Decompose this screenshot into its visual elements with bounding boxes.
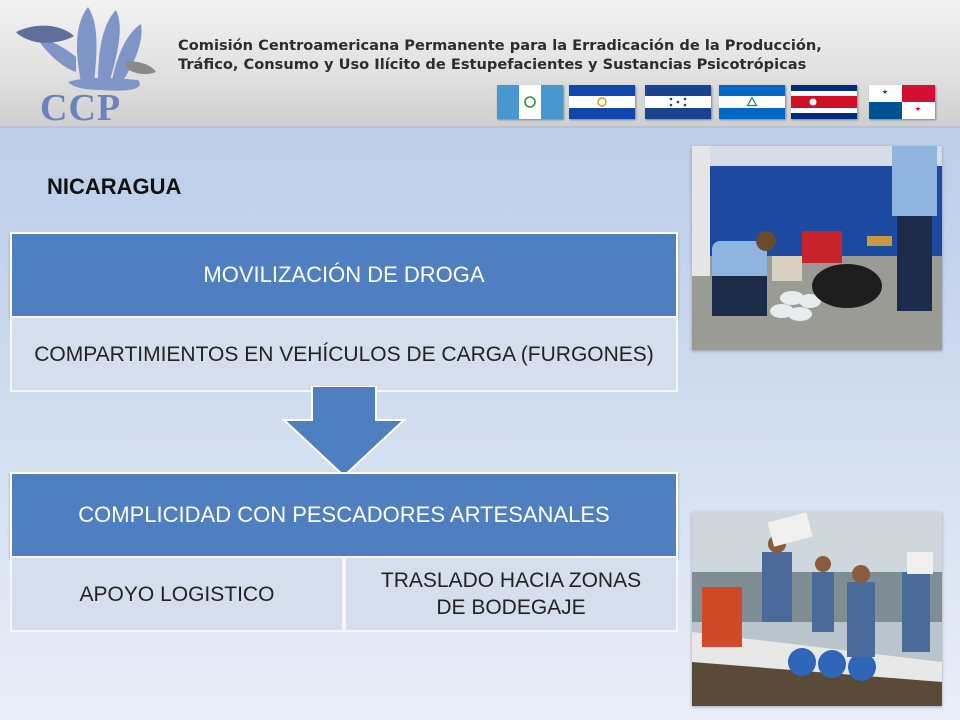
navy-boat-unloading-photo — [692, 512, 942, 706]
honduras-flag — [645, 85, 711, 119]
org-title-line-1: Comisión Centroamericana Permanente para la Erradicación de la Producción, — [178, 37, 822, 54]
down-arrow-icon — [282, 386, 406, 478]
storage-transfer-text: TRASLADO HACIA ZONAS DE BODEGAJE — [344, 556, 678, 632]
panama-flag — [869, 85, 935, 119]
cargo-compartments-text: COMPARTIMIENTOS EN VEHÍCULOS DE CARGA (FURGONES) — [10, 316, 678, 392]
costa-rica-flag — [791, 85, 857, 119]
org-title-line-2: Tráfico, Consumo y Uso Ilícito de Estupefacientes y Sustancias Psicotrópicas — [178, 56, 807, 73]
police-seizure-photo — [692, 146, 942, 350]
logistic-support-text: APOYO LOGISTICO — [10, 556, 344, 632]
organization-title — [178, 36, 958, 74]
nicaragua-flag — [719, 85, 785, 119]
country-heading: NICARAGUA — [47, 174, 182, 199]
header-banner — [0, 0, 960, 128]
logo-text: CCP — [40, 87, 122, 129]
el-salvador-flag — [569, 85, 635, 119]
guatemala-flag — [497, 85, 563, 119]
fishermen-complicity-heading: COMPLICIDAD CON PESCADORES ARTESANALES — [10, 472, 678, 558]
drug-movement-heading: MOVILIZACIÓN DE DROGA — [10, 232, 678, 318]
